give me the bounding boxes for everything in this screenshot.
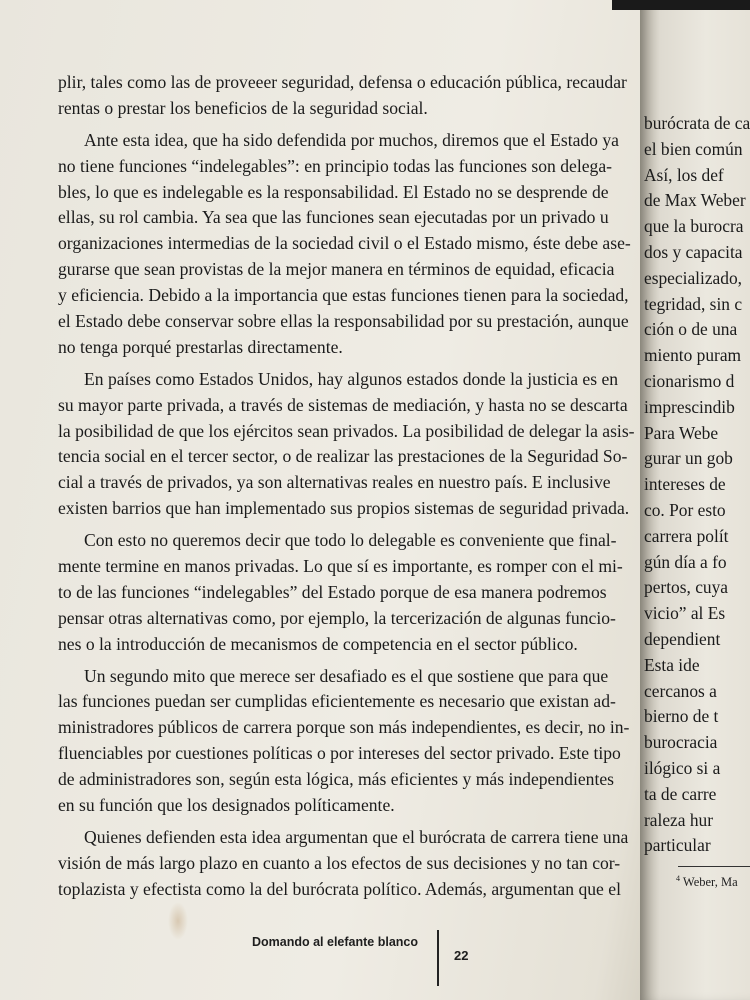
text-line: ellas, su rol cambia. Ya sea que las funciones sean ejecutadas por un privado u	[58, 207, 609, 228]
right-text-line: raleza hur	[644, 809, 714, 830]
text-line: to de las funciones “indelegables” del Estado porque de esa manera podremos	[58, 581, 607, 602]
text-line: en su función que los designados políticamente.	[58, 795, 395, 816]
right-text-line: burocracia	[644, 732, 718, 753]
right-text-line: ción o de una	[644, 319, 738, 340]
text-line: el Estado debe conservar sobre ellas la responsabilidad por su prestación, aunque	[58, 311, 629, 332]
right-text-line: el bien común	[644, 138, 743, 159]
footer-divider	[437, 930, 439, 986]
running-footer-title: Domando al elefante blanco	[252, 935, 419, 949]
text-line: bles, lo que es indelegable es la responsabilidad. El Estado no se desprende de	[58, 181, 609, 202]
text-line: visión de más largo plazo en cuanto a los efectos de sus decisiones y no tan cor-	[58, 852, 621, 873]
right-text-line: co. Por esto	[644, 499, 726, 520]
footnote-marker: 4	[676, 874, 680, 883]
right-text-line: especializado,	[644, 267, 743, 288]
right-text-line: imprescindib	[644, 396, 735, 417]
right-text-line: ta de carre	[644, 783, 717, 804]
text-line: gurarse que sean provistas de la mejor manera en términos de equidad, eficacia	[58, 259, 615, 280]
text-line: la posibilidad de que los ejércitos sean privados. La posibilidad de delegar la asis-	[58, 420, 635, 441]
text-line: Ante esta idea, que ha sido defendida por muchos, diremos que el Estado ya	[84, 129, 619, 150]
text-line: y eficiencia. Debido a la importancia que estas funciones tienen para la sociedad,	[58, 285, 629, 306]
right-text-line: Para Webe	[644, 422, 719, 443]
right-book-page	[640, 0, 750, 1000]
body-text	[58, 70, 648, 903]
text-line: toplazista y efectista como la del burócrata político. Además, argumentan que el	[58, 878, 621, 899]
page-number: 22	[454, 948, 469, 963]
right-text-line: de Max Weber	[644, 190, 746, 211]
right-text-line: Esta ide	[644, 654, 700, 675]
right-text-line: ilógico si a	[644, 757, 721, 778]
right-text-line: particular	[644, 835, 711, 856]
right-text-line: bierno de t	[644, 706, 719, 727]
right-text-line: carrera polít	[644, 525, 729, 546]
text-line: las funciones puedan ser cumplidas eficientemente es necesario que existan ad-	[58, 691, 616, 712]
text-line: existen barrios que han implementado sus propios sistemas de seguridad privada.	[58, 498, 630, 519]
text-line: Con esto no queremos decir que todo lo delegable es conveniente que final-	[84, 530, 617, 551]
right-text-line: burócrata de ca	[644, 113, 750, 133]
page-footer	[0, 930, 660, 990]
right-text-line: gún día a fo	[644, 551, 727, 572]
text-line: En países como Estados Unidos, hay algunos estados donde la justicia es en	[84, 368, 619, 389]
right-page-text	[644, 111, 750, 859]
text-line: cial a través de privados, ya son alternativas reales en nuestro país. E inclusive	[58, 472, 611, 493]
right-text-line: cionarismo d	[644, 370, 735, 391]
text-line: fluenciables por cuestiones políticas o por intereses del sector privado. Este tipo	[58, 743, 621, 764]
text-line: su mayor parte privada, a través de sistemas de mediación, y hasta no se descarta	[58, 394, 628, 415]
footnote-rule	[678, 866, 750, 867]
right-text-line: gurar un gob	[644, 448, 733, 469]
right-text-line: tegridad, sin c	[644, 293, 743, 314]
text-line: organizaciones intermedias de la sociedad civil o el Estado mismo, éste debe ase-	[58, 233, 631, 254]
right-text-line: que la burocra	[644, 216, 744, 237]
right-text-line: cercanos a	[644, 680, 717, 701]
book-spine-edge	[612, 0, 750, 10]
right-text-line: dos y capacita	[644, 241, 743, 262]
right-text-line: dependient	[644, 628, 721, 649]
right-text-line: miento puram	[644, 345, 742, 366]
text-line: rentas o prestar los beneficios de la seguridad social.	[58, 97, 428, 118]
right-text-line: vicio” al Es	[644, 603, 726, 624]
footnote-text: Weber, Ma	[682, 875, 738, 890]
footnote	[676, 874, 738, 890]
text-line: tencia social en el tercer sector, o de realizar las prestaciones de la Seguridad So-	[58, 446, 628, 467]
text-line: no tenga porqué prestarlas directamente.	[58, 336, 343, 357]
right-text-line: Así, los def	[644, 164, 724, 185]
right-text-line: pertos, cuya	[644, 577, 729, 598]
text-line: no tiene funciones “indelegables”: en principio todas las funciones son delega-	[58, 155, 613, 176]
text-line: nes o la introducción de mecanismos de competencia en el sector público.	[58, 633, 578, 654]
text-line: ministradores públicos de carrera porque son más independientes, es decir, no in-	[58, 717, 630, 738]
text-line: Un segundo mito que merece ser desafiado es el que sostiene que para que	[84, 665, 609, 686]
right-text-line: intereses de	[644, 474, 726, 495]
text-line: mente termine en manos privadas. Lo que sí es importante, es romper con el mi-	[58, 556, 623, 577]
text-line: de administradores son, según esta lógica, más eficientes y más independientes	[58, 769, 614, 790]
text-line: pensar otras alternativas como, por ejemplo, la tercerización de algunas funcio-	[58, 607, 616, 628]
text-line: plir, tales como las de proveeer seguridad, defensa o educación pública, recaudar	[58, 72, 627, 92]
text-line: Quienes defienden esta idea argumentan que el burócrata de carrera tiene una	[84, 826, 629, 847]
